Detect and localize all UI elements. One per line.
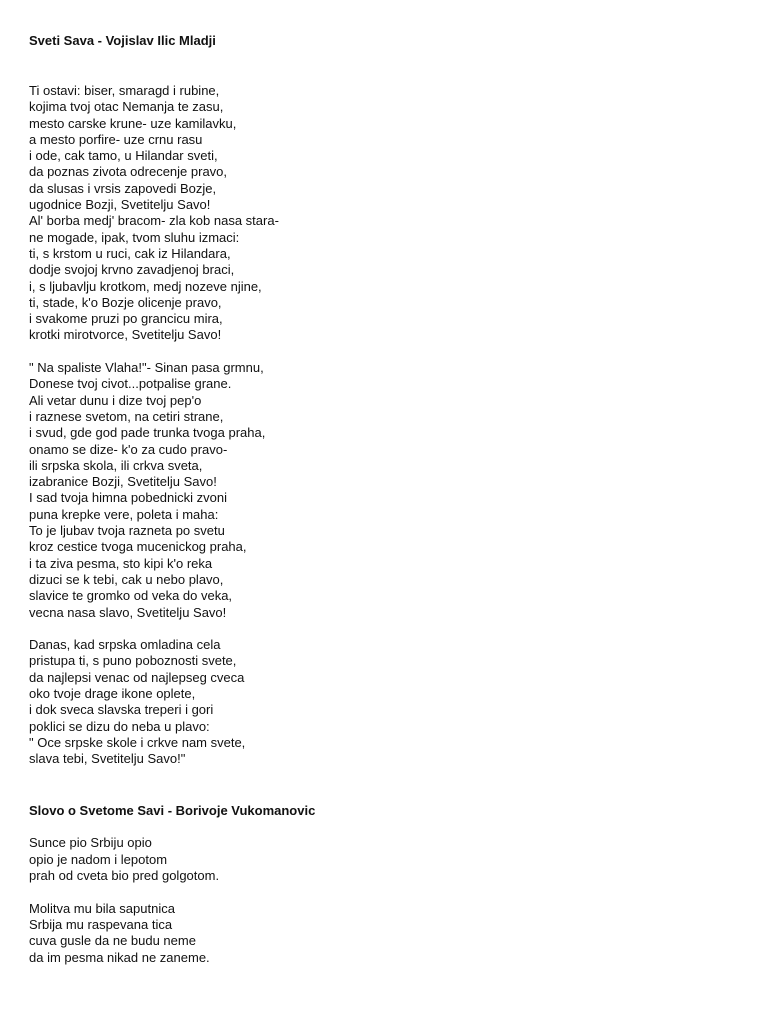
document-page xyxy=(29,33,749,966)
poem-line: dodje svojoj krvno zavadjenoj braci, xyxy=(29,262,235,278)
poem-line: izabranice Bozji, Svetitelju Savo! xyxy=(29,474,217,490)
poem-line: i ta ziva pesma, sto kipi k'o reka xyxy=(29,555,213,571)
poem-line: i ode, cak tamo, u Hilandar sveti, xyxy=(29,148,218,164)
poem-line: prah od cveta bio pred golgotom. xyxy=(29,868,220,884)
poem-line: slavice te gromko od veka do veka, xyxy=(29,588,233,604)
poem-line: kojima tvoj otac Nemanja te zasu, xyxy=(29,99,224,115)
poem-line: I sad tvoja himna pobednicki zvoni xyxy=(29,490,228,506)
poem-line: " Oce srpske skole i crkve nam svete, xyxy=(29,734,246,750)
poem-stanza xyxy=(29,83,749,344)
poem-line: i svud, gde god pade trunka tvoga praha, xyxy=(29,425,266,441)
poem-line: onamo se dize- k'o za cudo pravo- xyxy=(29,441,228,457)
poem-line: i dok sveca slavska treperi i gori xyxy=(29,702,214,718)
poem-line: Molitva mu bila saputnica xyxy=(29,900,175,916)
poem-line: a mesto porfire- uze crnu rasu xyxy=(29,131,203,147)
poem-line: dizuci se k tebi, cak u nebo plavo, xyxy=(29,571,224,587)
poem-line: kroz cestice tvoga mucenickog praha, xyxy=(29,539,247,555)
poem-title: Slovo o Svetome Savi - Borivoje Vukomanovic xyxy=(29,803,316,819)
poem-line: i svakome pruzi po grancicu mira, xyxy=(29,311,223,327)
poem-line: Al' borba medj' bracom- zla kob nasa stara- xyxy=(29,213,279,229)
poem-stanza xyxy=(29,360,749,621)
poem-line: vecna nasa slavo, Svetitelju Savo! xyxy=(29,604,227,620)
poem-line: ili srpska skola, ili crkva sveta, xyxy=(29,457,203,473)
poem-stanza xyxy=(29,637,749,767)
poem-line: oko tvoje drage ikone oplete, xyxy=(29,685,196,701)
poem-line: i raznese svetom, na cetiri strane, xyxy=(29,408,224,424)
poem-line: mesto carske krune- uze kamilavku, xyxy=(29,115,237,131)
poem-title: Sveti Sava - Vojislav Ilic Mladji xyxy=(29,33,216,48)
poem-line: ti, stade, k'o Bozje olicenje pravo, xyxy=(29,294,222,310)
poem-line: " Na spaliste Vlaha!"- Sinan pasa grmnu, xyxy=(29,360,264,376)
poem-stanza xyxy=(29,901,749,966)
poem-line: Ti ostavi: biser, smaragd i rubine, xyxy=(29,83,220,98)
poem-line: slava tebi, Svetitelju Savo!" xyxy=(29,751,186,767)
poem-line: da poznas zivota odrecenje pravo, xyxy=(29,164,228,180)
poem-line: Donese tvoj civot...potpalise grane. xyxy=(29,376,232,392)
poem-line: i, s ljubavlju krotkom, medj nozeve njine, xyxy=(29,278,262,294)
poem-stanza xyxy=(29,835,749,884)
poem-line: cuva gusle da ne budu neme xyxy=(29,933,196,949)
poem-line: da im pesma nikad ne zaneme. xyxy=(29,949,210,965)
poem-line: Danas, kad srpska omladina cela xyxy=(29,637,221,653)
poem-line: To je ljubav tvoja razneta po svetu xyxy=(29,523,225,539)
poem-line: Sunce pio Srbiju opio xyxy=(29,835,152,851)
poem-line: Ali vetar dunu i dize tvoj pep'o xyxy=(29,392,202,408)
poem-line: poklici se dizu do neba u plavo: xyxy=(29,718,210,734)
poem-line: puna krepke vere, poleta i maha: xyxy=(29,506,219,522)
poem-line: krotki mirotvorce, Svetitelju Savo! xyxy=(29,327,222,343)
poem-line: ti, s krstom u ruci, cak iz Hilandara, xyxy=(29,245,231,261)
poem-line: ugodnice Bozji, Svetitelju Savo! xyxy=(29,197,211,213)
poem-line: da najlepsi venac od najlepseg cveca xyxy=(29,669,245,685)
poem-line: Srbija mu raspevana tica xyxy=(29,916,173,932)
poem-line: ne mogade, ipak, tvom sluhu izmaci: xyxy=(29,229,240,245)
poem-line: da slusas i vrsis zapovedi Bozje, xyxy=(29,180,217,196)
poem-line: pristupa ti, s puno poboznosti svete, xyxy=(29,653,237,669)
poem-line: opio je nadom i lepotom xyxy=(29,851,168,867)
